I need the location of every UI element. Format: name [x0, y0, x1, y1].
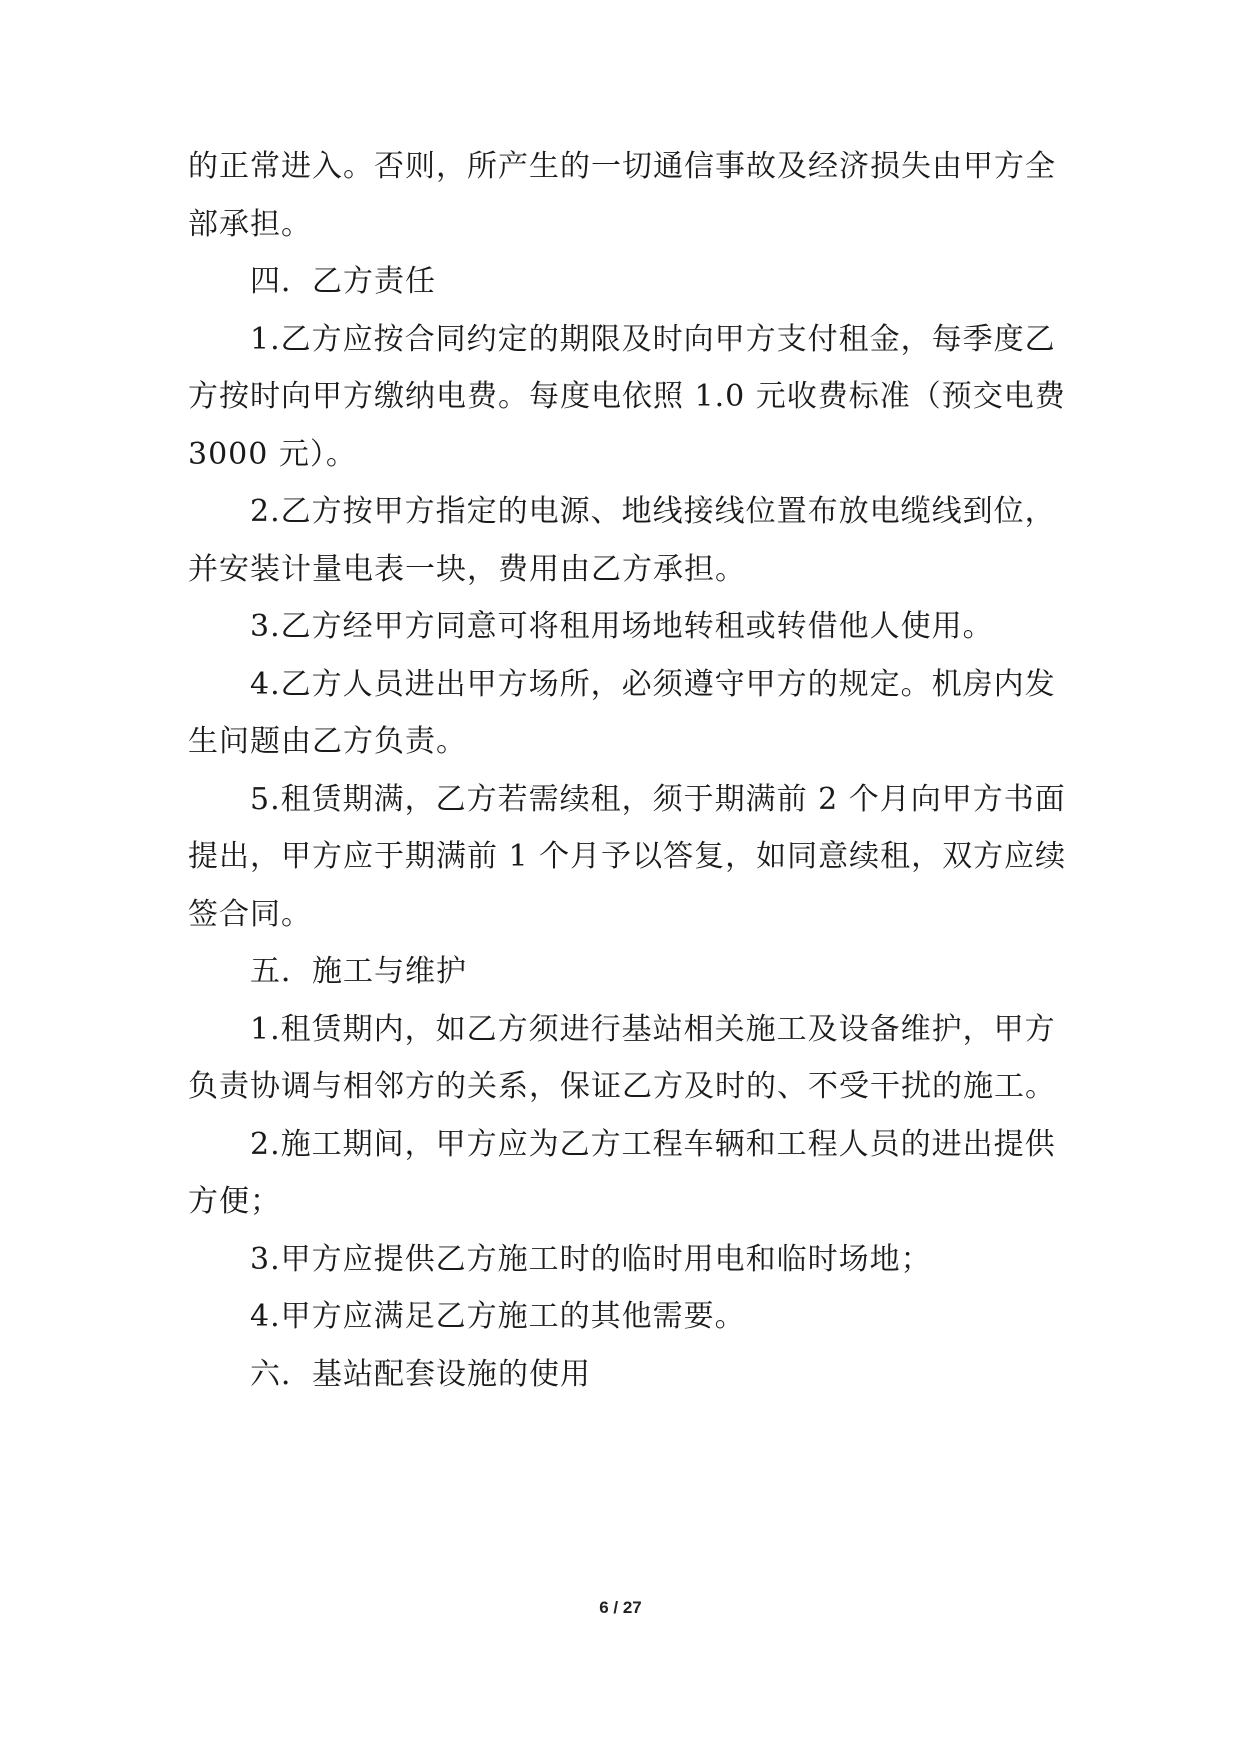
text-line: 2.乙方按甲方指定的电源、地线接线位置布放电缆线到位，: [250, 494, 1056, 529]
text-line: 3.甲方应提供乙方施工时的临时用电和临时场地；: [250, 1242, 932, 1277]
section-heading: 五．施工与维护: [250, 954, 467, 989]
section-heading: 四．乙方责任: [250, 264, 436, 299]
text-line: 方便；: [188, 1184, 281, 1219]
text-line: 的正常进入。否则，所产生的一切通信事故及经济损失由甲方全: [188, 149, 1056, 184]
text-line: 提出，甲方应于期满前 1 个月予以答复，如同意续租，双方应续: [188, 839, 1067, 874]
text-line: 并安装计量电表一块，费用由乙方承担。: [188, 552, 746, 587]
page-number: 6 / 27: [599, 1598, 642, 1617]
text-line: 2.施工期间，甲方应为乙方工程车辆和工程人员的进出提供: [250, 1127, 1056, 1162]
text-line: 3000 元）。: [188, 437, 357, 472]
text-line: 3.乙方经甲方同意可将租用场地转租或转借他人使用。: [250, 609, 994, 644]
text-line: 4.乙方人员进出甲方场所，必须遵守甲方的规定。机房内发: [250, 667, 1056, 702]
text-line: 部承担。: [188, 207, 312, 242]
text-line: 4.甲方应满足乙方施工的其他需要。: [250, 1299, 746, 1334]
section-heading: 六．基站配套设施的使用: [250, 1357, 591, 1392]
text-line: 方按时向甲方缴纳电费。每度电依照 1.0 元收费标准（预交电费: [188, 379, 1066, 414]
text-line: 1.租赁期内，如乙方须进行基站相关施工及设备维护，甲方: [250, 1012, 1056, 1047]
text-line: 生问题由乙方负责。: [188, 724, 467, 759]
text-line: 负责协调与相邻方的关系，保证乙方及时的、不受干扰的施工。: [188, 1069, 1056, 1104]
text-line: 签合同。: [188, 897, 312, 932]
text-line: 1.乙方应按合同约定的期限及时向甲方支付租金，每季度乙: [250, 322, 1056, 357]
text-line: 5.租赁期满，乙方若需续租，须于期满前 2 个月向甲方书面: [250, 782, 1066, 817]
